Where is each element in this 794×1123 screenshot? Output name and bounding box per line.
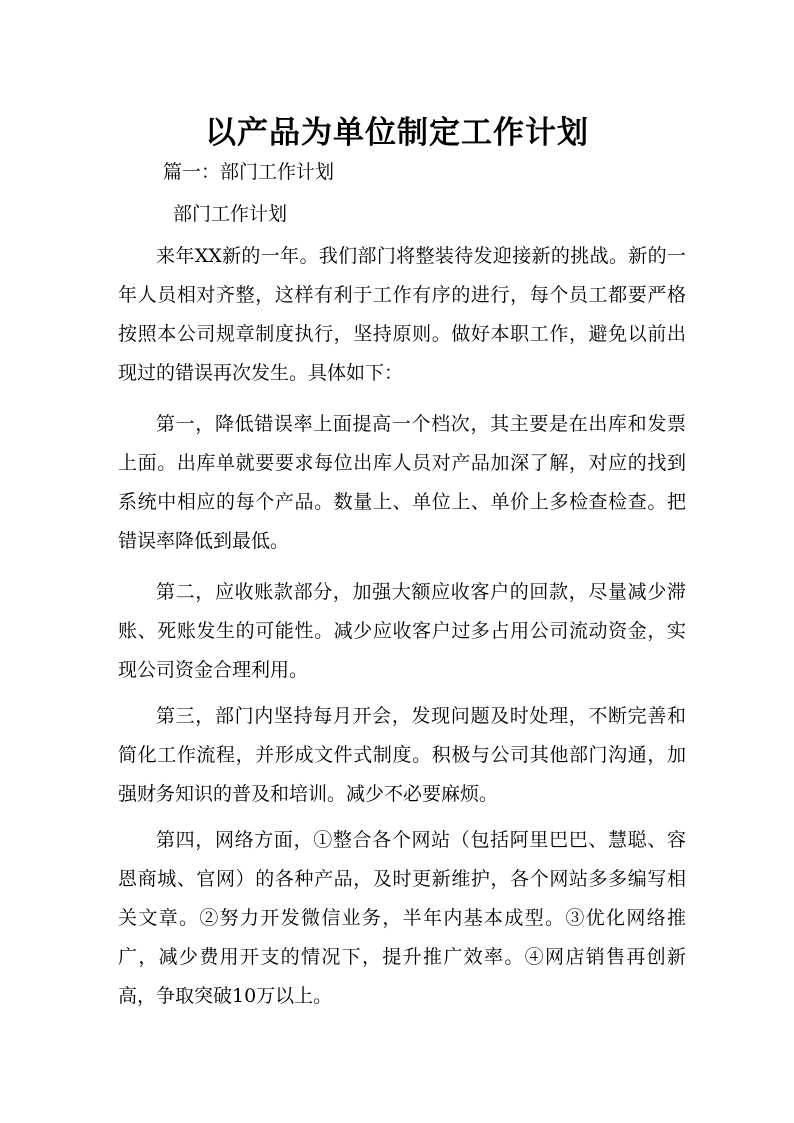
sub-heading: 部门工作计划: [173, 203, 288, 225]
paragraph-second: 第二，应收账款部分，加强大额应收客户的回款，尽量减少滞账、死账发生的可能性。减少应收客户过多占用公司流动资金，实现公司资金合理利用。: [118, 581, 686, 681]
paragraph-intro: 来年XX新的一年。我们部门将整装待发迎接新的挑战。新的一年人员相对齐整，这样有利于工作有序的进行，每个员工都要严格按照本公司规章制度执行，坚持原则。做好本职工作，避免以前出现过的错误再次发生。具体如下：: [118, 245, 686, 384]
paragraph-fourth: 第四，网络方面，①整合各个网站（包括阿里巴巴、慧聪、容恩商城、官网）的各种产品，及时更新维护，各个网站多多编写相关文章。②努力开发微信业务，半年内基本成型。③优化网络推广，减少费用开支的情况下，提升推广效率。④网店销售再创新高，争取突破10万以上。: [118, 829, 686, 1007]
document-title: 以产品为单位制定工作计划: [205, 114, 589, 151]
paragraph-first: 第一，降低错误率上面提高一个档次，其主要是在出库和发票上面。出库单就要要求每位出库人员对产品加深了解，对应的找到系统中相应的每个产品。数量上、单位上、单价上多检查检查。把错误率降低到最低。: [118, 413, 686, 552]
paragraph-third: 第三，部门内坚持每月开会，发现问题及时处理，不断完善和简化工作流程，并形成文件式制度。积极与公司其他部门沟通，加强财务知识的普及和培训。减少不必要麻烦。: [118, 705, 686, 805]
section-heading: 篇一：部门工作计划: [163, 161, 335, 183]
